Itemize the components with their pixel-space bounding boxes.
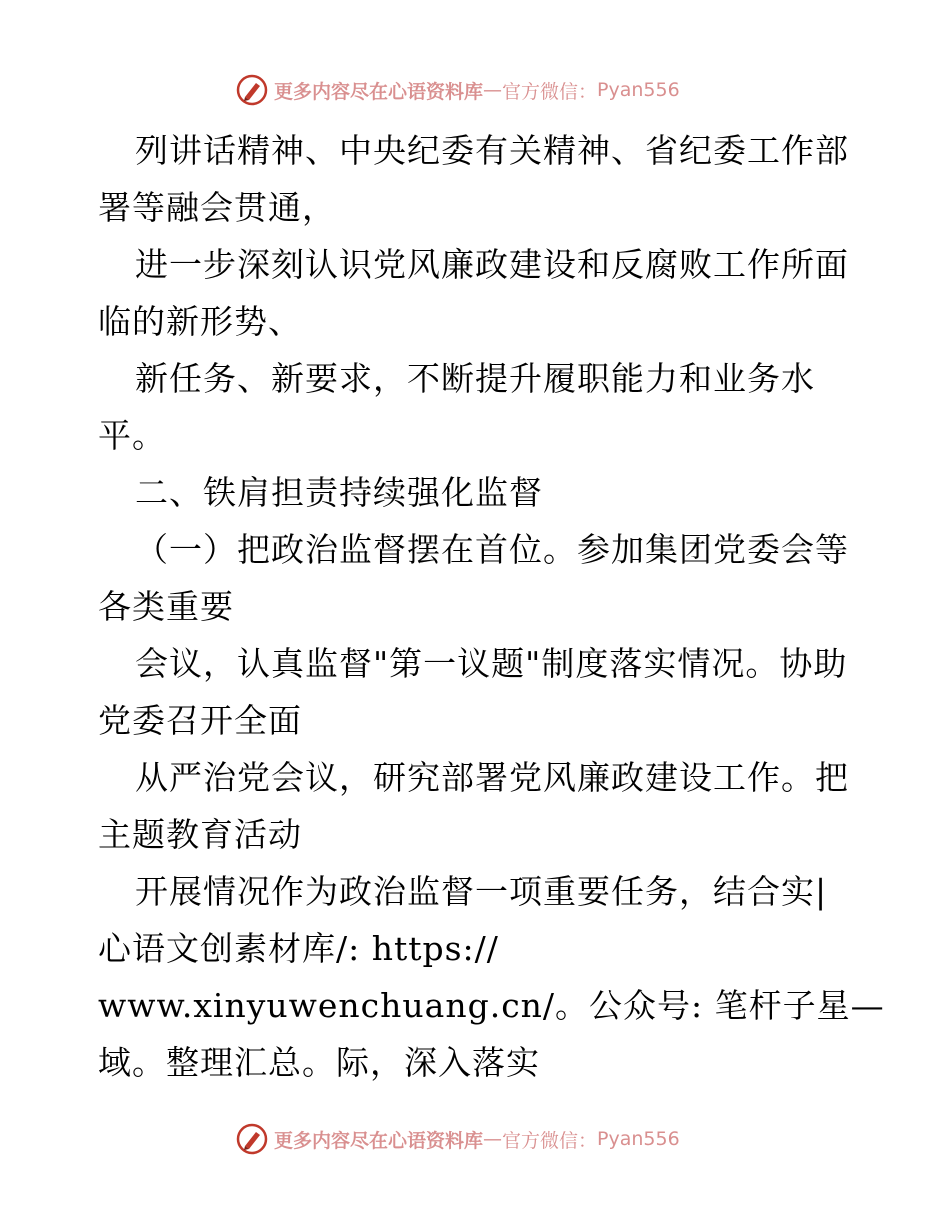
banner-separator: — (483, 1128, 503, 1150)
banner-subtext: 官方微信： (502, 1129, 598, 1152)
paragraph-line: 心语文创素材库/: https:// (98, 929, 499, 968)
banner-separator: — (483, 79, 503, 101)
paragraph-line: 党委召开全面 (98, 701, 302, 740)
paragraph-line: 平。 (98, 416, 166, 455)
header-banner (236, 73, 680, 107)
footer-banner (236, 1122, 680, 1156)
banner-text: 更多内容尽在心语资料库 (274, 80, 484, 103)
paragraph-line: 署等融会贯通， (98, 188, 336, 227)
section-heading: 二、铁肩担责持续强化监督 (135, 473, 543, 512)
banner-wechat-id: Pyan556 (597, 1128, 680, 1150)
paragraph-line: （一）把政治监督摆在首位。参加集团党委会等 (135, 530, 849, 569)
paragraph-line: 从严治党会议，研究部署党风廉政建设工作。把 (135, 758, 849, 797)
banner-text: 更多内容尽在心语资料库 (274, 1129, 484, 1152)
paragraph-line: 进一步深刻认识党风廉政建设和反腐败工作所面 (135, 245, 849, 284)
paragraph-line: 域。整理汇总。际，深入落实 (98, 1043, 540, 1082)
paragraph-line: 主题教育活动 (98, 815, 302, 854)
paragraph-line: 新任务、新要求，不断提升履职能力和业务水 (135, 359, 815, 398)
pen-logo-icon (236, 1123, 268, 1155)
banner-wechat-id: Pyan556 (597, 79, 680, 101)
paragraph-line: 各类重要 (98, 587, 234, 626)
pen-logo-icon (236, 74, 268, 106)
banner-subtext: 官方微信： (502, 80, 598, 103)
paragraph-line: 会议，认真监督"第一议题"制度落实情况。协助 (135, 644, 848, 683)
document-body (98, 122, 885, 1091)
paragraph-line: www.xinyuwenchuang.cn/。公众号: 笔杆子星— (98, 986, 885, 1025)
paragraph-line: 列讲话精神、中央纪委有关精神、省纪委工作部 (135, 131, 849, 170)
paragraph-line: 临的新形势、 (98, 302, 302, 341)
paragraph-line: 开展情况作为政治监督一项重要任务，结合实| (135, 872, 828, 911)
